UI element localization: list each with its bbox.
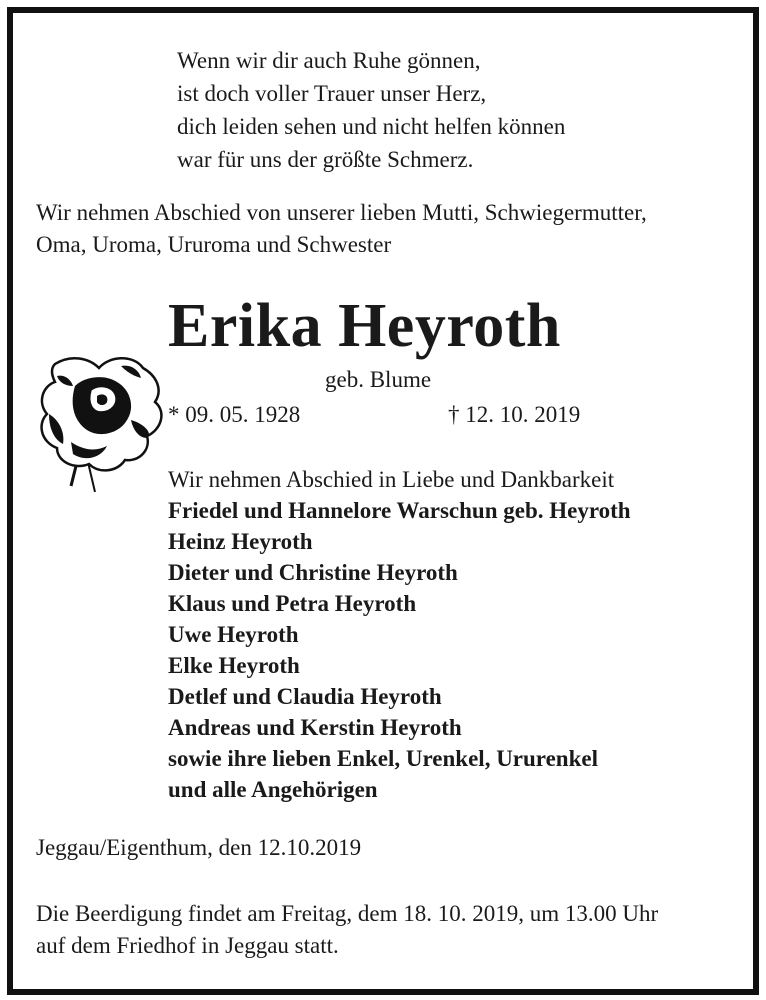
poem-line: war für uns der größte Schmerz. [177, 147, 474, 172]
intro-text [36, 197, 647, 261]
mourners-heading: Wir nehmen Abschied in Liebe und Dankbarkeit [168, 467, 615, 492]
poem-line: dich leiden sehen und nicht helfen können [177, 114, 566, 139]
mourner-name: Heinz Heyroth [168, 529, 313, 554]
mourner-name: Friedel und Hannelore Warschun geb. Heyroth [168, 498, 631, 523]
intro-line: Oma, Uroma, Ururoma und Schwester [36, 232, 392, 257]
rose-icon [35, 346, 167, 492]
mourner-name: Uwe Heyroth [168, 622, 299, 647]
birth-date: * 09. 05. 1928 [168, 402, 301, 427]
obituary-frame [7, 7, 759, 995]
mourner-name: Elke Heyroth [168, 653, 300, 678]
intro-line: Wir nehmen Abschied von unserer lieben Mutti, Schwiegermutter, [36, 200, 647, 225]
mourner-name: und alle Angehörigen [168, 777, 378, 802]
mourner-name: Detlef und Claudia Heyroth [168, 684, 442, 709]
deceased-name: Erika Heyroth [168, 292, 561, 360]
funeral-line: auf dem Friedhof in Jeggau statt. [36, 933, 339, 958]
place-date: Jeggau/Eigenthum, den 12.10.2019 [36, 835, 362, 860]
mourners-list [168, 464, 631, 805]
mourner-name: Andreas und Kerstin Heyroth [168, 715, 462, 740]
death-date: † 12. 10. 2019 [448, 402, 581, 427]
mourner-name: Dieter und Christine Heyroth [168, 560, 458, 585]
funeral-notice [36, 898, 658, 962]
mourner-name: sowie ihre lieben Enkel, Urenkel, Ururenkel [168, 746, 598, 771]
poem-line: Wenn wir dir auch Ruhe gönnen, [177, 48, 481, 73]
funeral-line: Die Beerdigung findet am Freitag, dem 18. 10. 2019, um 13.00 Uhr [36, 901, 659, 926]
poem [177, 44, 565, 176]
mourner-name: Klaus und Petra Heyroth [168, 591, 417, 616]
poem-line: ist doch voller Trauer unser Herz, [177, 81, 487, 106]
maiden-name: geb. Blume [325, 367, 432, 392]
